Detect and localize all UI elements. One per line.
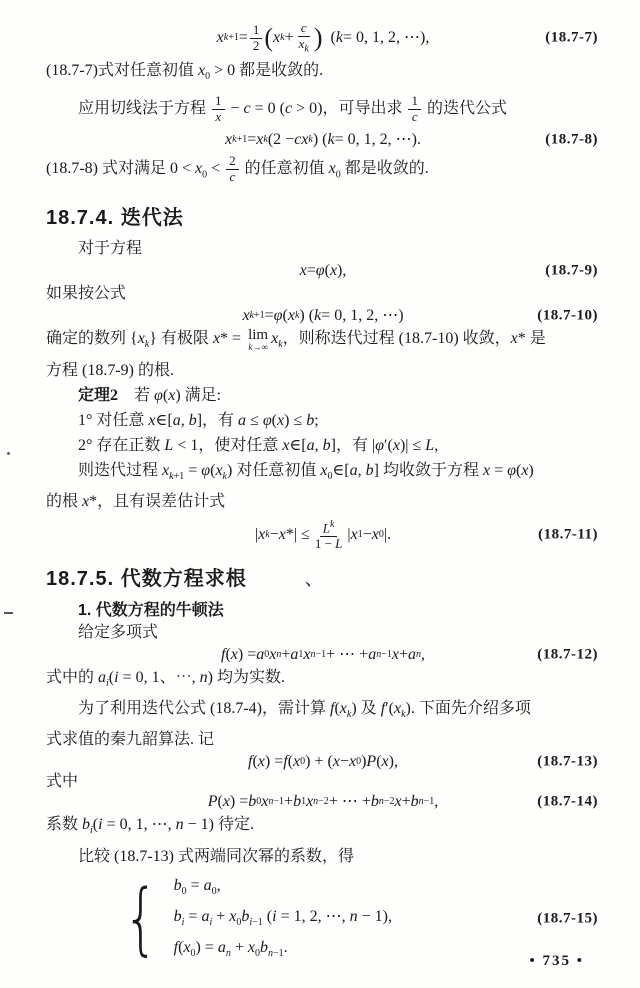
section-heading-18-7-5 xyxy=(46,562,600,591)
equation-18-7-13 xyxy=(46,752,600,772)
equation-18-7-15 xyxy=(116,873,600,967)
equation-18-7-7-tag: (18.7-7) xyxy=(545,29,598,46)
equation-18-7-14-formula: P ( x ) = b 0 x n−1 + b 1 x n−2 + ⋯ + b n−2 x + b n−1 , xyxy=(207,793,439,811)
text-line-conclusion-cont: 的根 x*，且有误差估计式 xyxy=(46,492,226,510)
text-line-convergence-18-7-8: (18.7-8) 式对满足 $0 < x_0$ < $\frac{2}{c}$ 的任意初值 $x_0$ 都是收敛的. xyxy=(46,153,429,185)
text-line-compare-powers: 比较 (18.7-13) 式两端同次幂的系数，得 xyxy=(78,847,354,865)
equation-18-7-7 xyxy=(46,21,600,55)
text-line-theorem-2: 定理2 若 φ(x) 满足: xyxy=(78,386,222,404)
text-line-coefficients-pending: 系数 $b_i(i = 0$, 1, ⋯, n − 1) 待定. xyxy=(46,816,254,837)
subsection-heading-newton-method: 1. 代数方程的牛顿法 xyxy=(78,601,224,619)
equation-18-7-11 xyxy=(46,519,600,552)
equation-18-7-13-tag: (18.7-13) xyxy=(537,753,598,770)
equation-18-7-8 xyxy=(46,130,600,150)
equation-18-7-9 xyxy=(46,261,600,281)
text-line-conclusion: 则迭代过程 $x_{k+1} = \varphi(x_k)$ 对任意初值 $x_0\in[a$, b] 均收敛于方程 x = φ(x) xyxy=(78,461,534,482)
text-line-use-iteration: 为了利用迭代公式 (18.7-4)，需计算 $f(x_k)$ 及 $f'(x_k)$. 下面先介绍多项 xyxy=(78,700,531,721)
equation-18-7-15-tag: (18.7-15) xyxy=(537,910,598,927)
equation-18-7-14-tag: (18.7-14) xyxy=(537,793,598,810)
equation-18-7-10-tag: (18.7-10) xyxy=(537,308,598,325)
text-line-given-polynomial: 给定多项式 xyxy=(78,623,159,641)
section-heading-18-7-5-text: 18.7.5. 代数方程求根 xyxy=(46,567,247,590)
text-line-convergence-18-7-7: (18.7-7)式对任意初值 $x_0 > 0$ 都是收敛的. xyxy=(46,62,324,83)
left-brace: { xyxy=(123,874,159,965)
equation-18-7-13-formula: f ( x ) = f ( x 0 ) + ( x − x 0 ) P ( x ), xyxy=(248,753,398,771)
text-line-sequence-limit-cont: 方程 (18.7-9) 的根. xyxy=(46,361,174,379)
equation-18-7-12-formula: f ( x ) = a 0 x n + a 1 x n−1 + ⋯ + a n−1 x + a n , xyxy=(221,645,425,663)
equation-18-7-11-formula: | x k − x *| ≤ $\frac{L^k}{1 - L}$ | x 1 − x 0 |. xyxy=(254,518,392,552)
text-line-sequence-limit: 确定的数列 $\{x_k\}$ 有极限 x* = lim k→∞ $x_k$，则称迭代过程 (18.7-10) 收敛，x* 是 xyxy=(46,326,546,352)
section-heading-18-7-4: 18.7.4. 迭代法 xyxy=(46,207,184,230)
equation-18-7-7-formula: x k+1 = $\frac{1}{2}$ ( x k + $\frac{c}{x_k}$ ) ( k = 0, 1, 2, ⋯), xyxy=(216,20,430,55)
equation-18-7-9-formula: x = φ ( x ), xyxy=(299,262,347,280)
equation-18-7-10 xyxy=(46,306,600,326)
text-line-qin-jiushao: 式求值的秦九韶算法. 记 xyxy=(46,731,215,749)
text-line-where: 式中 xyxy=(46,773,79,791)
equation-18-7-10-formula: x k+1 = φ ( x k ) ( k = 0, 1, 2, ⋯) xyxy=(242,307,404,325)
text-line-condition-1: 1° 对任意 x∈[a, b]，有 a ≤ φ(x) ≤ b; xyxy=(78,411,319,429)
text-line-real-coefficients: 式中的 $a_i(i = 0$, 1、⋯, n) 均为实数. xyxy=(46,668,285,690)
equation-18-7-15-line-1: $b_0 = a_0$, xyxy=(173,876,221,897)
equation-18-7-12 xyxy=(46,645,600,665)
equation-18-7-15-lines xyxy=(174,873,392,967)
equation-18-7-14 xyxy=(46,792,600,812)
text-line-if-formula: 如果按公式 xyxy=(46,285,127,303)
text-line-tangent-method: 应用切线法于方程 $\frac{1}{x}$ − c = 0 (c > 0)，可导出求 $\frac{1}{c}$ 的迭代公式 xyxy=(78,93,507,125)
page-number: • 735 • xyxy=(529,953,584,969)
scan-artifact-dot xyxy=(7,452,10,455)
equation-18-7-15-line-3: $f(x_0) = a_n + x_0b_{n-1}$. xyxy=(173,938,288,960)
text-line-for-equation: 对于方程 xyxy=(78,240,143,258)
equation-18-7-8-formula: x k+1 = x k (2 − cx k ) ( k = 0, 1, 2, ⋯). xyxy=(225,131,421,149)
equation-18-7-8-tag: (18.7-8) xyxy=(545,131,598,148)
equation-18-7-12-tag: (18.7-12) xyxy=(537,646,598,663)
equation-18-7-11-tag: (18.7-11) xyxy=(538,526,598,543)
stray-comma-mark: 、 xyxy=(304,568,324,589)
text-line-condition-2: 2° 存在正数 L < 1，使对任意 x∈[a, b]，有 |φ′(x)| ≤ L, xyxy=(78,436,439,454)
equation-18-7-15-line-2: $b_i = a_i + x_0b_{i-1}$ (i = 1, 2, ⋯, n − 1), xyxy=(173,907,392,928)
scan-artifact-dash xyxy=(4,612,13,614)
equation-18-7-9-tag: (18.7-9) xyxy=(545,263,598,280)
